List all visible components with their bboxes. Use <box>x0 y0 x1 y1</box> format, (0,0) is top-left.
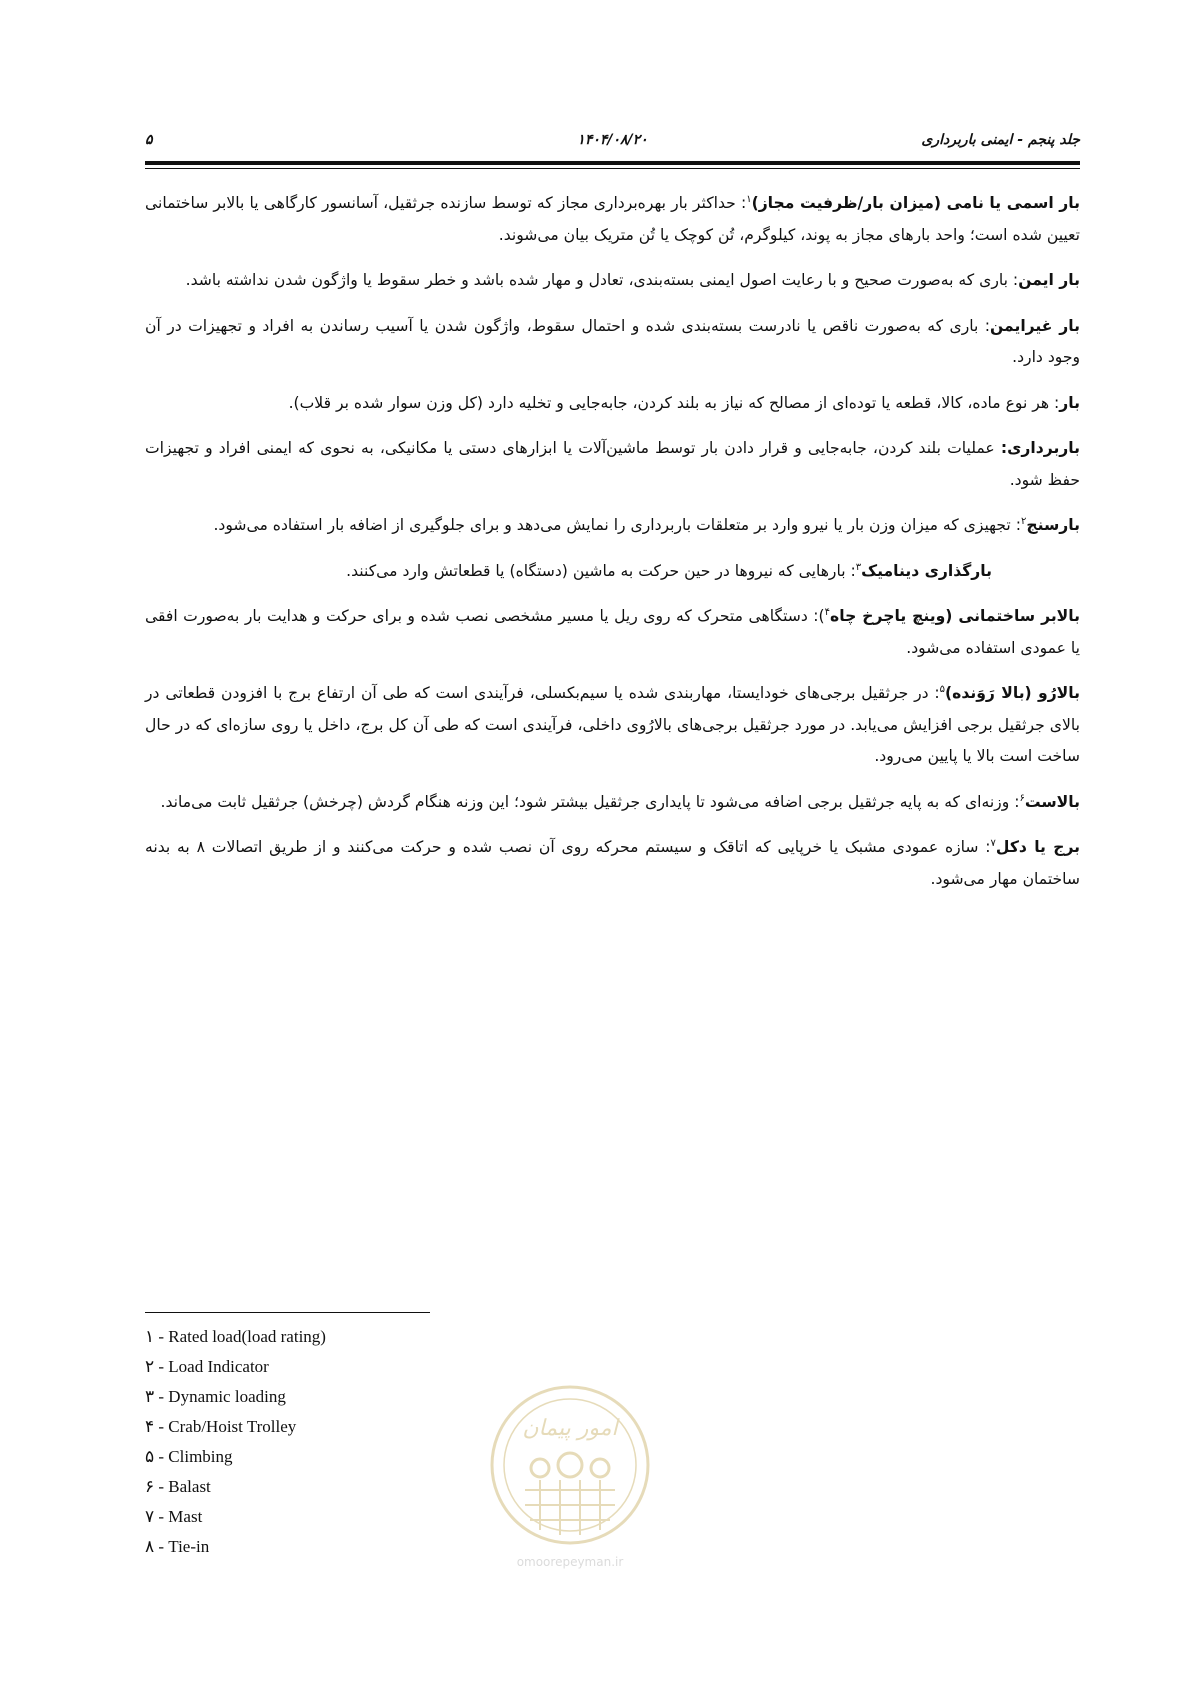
footnote-item: ۴ - Crab/Hoist Trolley <box>145 1417 297 1436</box>
definition-text: : وزنه‌ای که به پایه جرثقیل برجی اضافه می‌شود تا پایداری جرثقیل بیشتر شود؛ این وزنه هنگام گردش (چرخش) جرثقیل ثابت می‌ماند. <box>160 792 1020 811</box>
definition-text: : سازه عمودی مشبک یا خرپایی که اتاقک و سیستم محرکه روی آن نصب شده و حرکت می‌کنند و از طریق اتصالات ۸ به بدنه ساختمان مهار می‌شود. <box>145 838 1080 888</box>
watermark-logo-text: امور پیمان <box>522 1416 618 1441</box>
definition-term: بارگذاری دینامیک <box>861 561 992 580</box>
definition-paragraph <box>145 678 1080 773</box>
definition-paragraph <box>145 601 1080 664</box>
header-rule-thick <box>145 161 1080 165</box>
definition-text: : هر نوع ماده، کالا، قطعه یا توده‌ای از مصالح که نیاز به بلند کردن، جابه‌جایی و تخلیه دارد (کل وزن سوار شده بر قلاب). <box>288 393 1060 412</box>
definition-term: باربرداری: <box>1000 439 1080 457</box>
definition-term: بار غیرایمن <box>990 316 1080 335</box>
definitions-body <box>145 188 1080 909</box>
page-number: ۵ <box>145 132 153 148</box>
footnote-ref[interactable]: ۷ <box>990 837 996 849</box>
footnote-item: ۶ - Balast <box>145 1477 211 1496</box>
footnote-ref[interactable]: ۲ <box>1020 515 1027 527</box>
definition-text: : تجهیزی که میزان وزن بار یا نیرو وارد بر متعلقات باربرداری را نمایش می‌دهد و برای جلوگیری از اضافه بار استفاده می‌شود. <box>213 516 1021 534</box>
footnote-item: ۸ - Tie-in <box>145 1537 210 1556</box>
book-title: جلد پنجم - ایمنی باربرداری <box>921 132 1080 148</box>
seal-logo-icon <box>485 1380 655 1550</box>
footnote-ref[interactable]: ۵ <box>939 683 946 695</box>
definition-term: بار ایمن <box>1018 271 1080 289</box>
header-date: ۱۴۰۴/۰۸/۲۰ <box>577 132 648 148</box>
footnote-ref[interactable]: ۴ <box>824 606 831 618</box>
definition-paragraph <box>145 787 1080 819</box>
footnote-ref[interactable]: ۳ <box>855 561 862 573</box>
definition-term: بالابر ساختمانی (وینچ یاچرخ چاه <box>830 607 1080 625</box>
watermark <box>485 1380 655 1570</box>
definition-paragraph <box>145 433 1080 496</box>
footnote-ref[interactable]: ۶ <box>1019 792 1025 804</box>
footnote-item: ۲ - Load Indicator <box>145 1357 269 1376</box>
definition-paragraph <box>145 510 1080 542</box>
footnote-rule <box>145 1312 430 1313</box>
definition-text: : باری که به‌صورت صحیح و با رعایت اصول ایمنی بسته‌بندی، تعادل و مهار شده باشد و خطر سقوط یا واژگون شدن نداشته باشد. <box>185 271 1019 289</box>
definition-text: : در جرثقیل برجی‌های خودایستا، مهاربندی شده یا سیم‌بکسلی، فرآیندی است که طی آن ارتفاع برج با افزودن قطعاتی در بالای جرثقیل برجی افزایش می‌یابد. در مورد جرثقیل برجی‌های بالارُوی داخلی، فرآیندی است که طی آن کل برج، داخل یا روی سازه‌ای که در حال ساخت است بالا یا پایین می‌رود. <box>145 684 1080 765</box>
footnote-item: ۳ - Dynamic loading <box>145 1387 286 1406</box>
definition-term: برج یا دکل <box>995 838 1081 856</box>
footnotes <box>145 1322 505 1562</box>
footnote-item: ۵ - Climbing <box>145 1447 233 1466</box>
definition-text: : بارهایی که نیروها در حین حرکت به ماشین (دستگاه) یا قطعاتش وارد می‌کنند. <box>346 561 856 580</box>
definition-paragraph <box>145 556 1080 588</box>
definition-text: عملیات بلند کردن، جابه‌جایی و قرار دادن بار توسط ماشین‌آلات یا ابزارهای دستی یا مکانیکی، به نحوی که ایمنی افراد و تجهیزات حفظ شود. <box>145 439 1080 489</box>
header-rule-thin <box>145 168 1080 169</box>
watermark-url: omoorepeyman.ir <box>516 1555 624 1569</box>
definition-term: بالاست <box>1024 792 1080 811</box>
footnote-item: ۷ - Mast <box>145 1507 203 1526</box>
definition-term: بار اسمی یا نامی (میزان بار/ظرفیت مجاز) <box>751 194 1080 212</box>
definition-paragraph <box>145 188 1080 251</box>
definition-paragraph <box>145 311 1080 374</box>
definition-paragraph <box>145 832 1080 895</box>
definition-text: : حداکثر بار بهره‌برداری مجاز که توسط سازنده جرثقیل، آسانسور کارگاهی یا بالابر ساختمانی تعیین شده است؛ واحد بارهای مجاز به پوند، کیلوگرم، تُن کوچک یا تُن متریک بیان می‌شوند. <box>145 194 1080 244</box>
definition-term: بالارُو (بالا رَوَنده) <box>945 684 1080 702</box>
definition-text: ): دستگاهی متحرک که روی ریل یا مسیر مشخصی نصب شده و برای حرکت و هدایت بار به‌صورت افقی یا عمودی استفاده می‌شود. <box>145 607 1080 657</box>
definition-text: : باری که به‌صورت ناقص یا نادرست بسته‌بندی شده و احتمال سقوط، واژگون شدن یا آسیب رساندن به افراد و تجهیزات در آن وجود دارد. <box>145 316 1080 366</box>
page-header <box>145 128 1080 154</box>
definition-term: بارسنج <box>1026 516 1080 534</box>
definition-paragraph <box>145 388 1080 420</box>
definition-paragraph <box>145 265 1080 297</box>
footnote-item: ۱ - Rated load(load rating) <box>145 1327 326 1346</box>
definition-term: بار <box>1059 393 1080 412</box>
footnote-ref[interactable]: ۱ <box>746 193 752 205</box>
